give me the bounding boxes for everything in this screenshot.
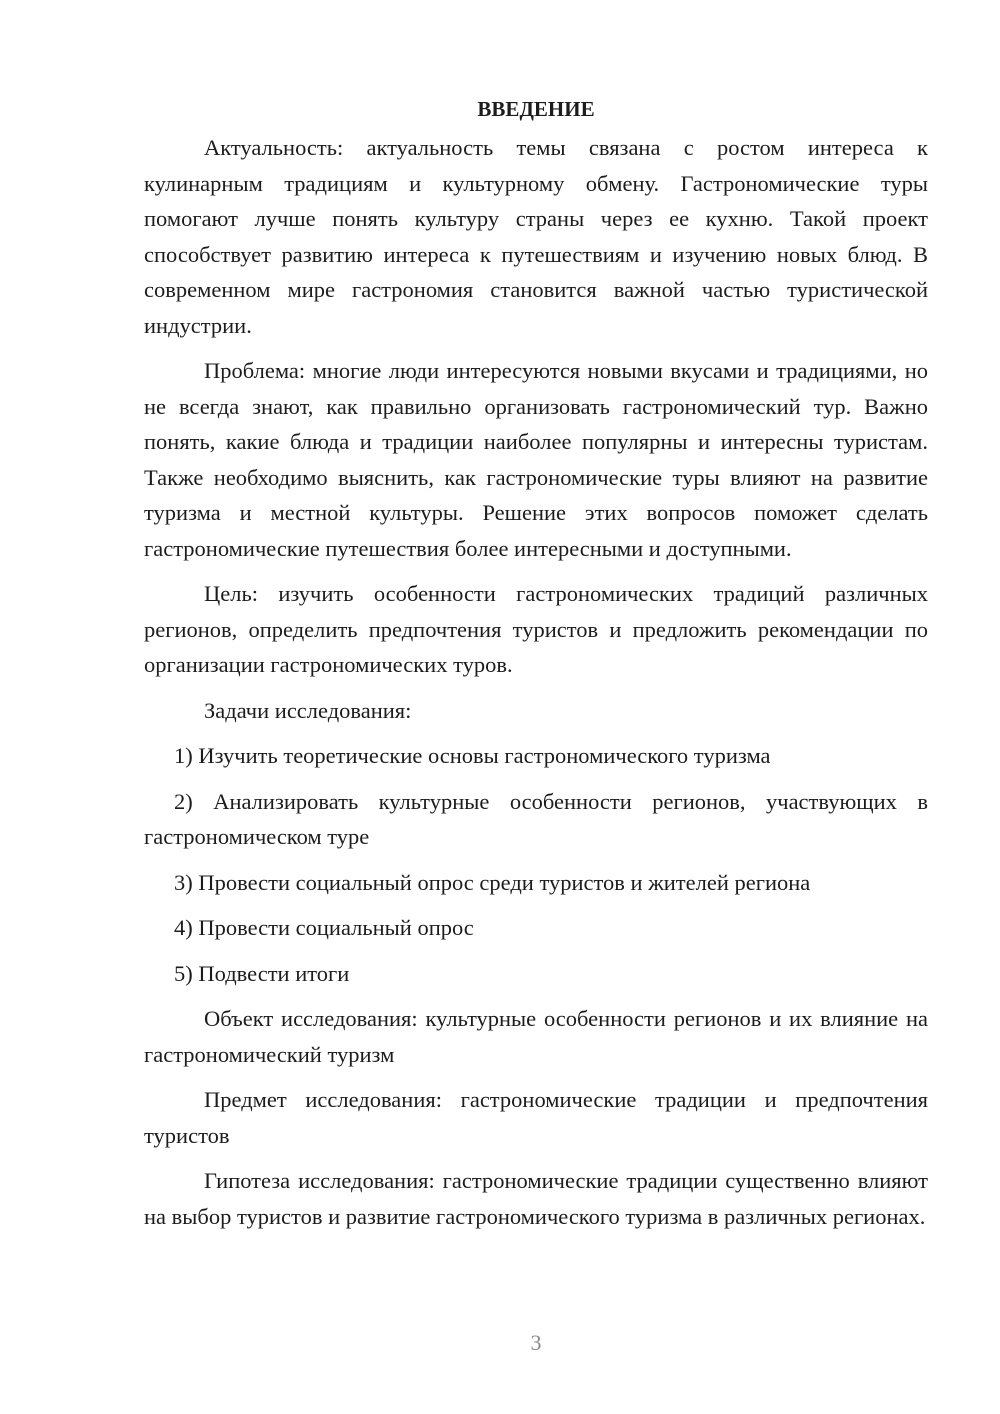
paragraph-relevance: Актуальность: актуальность темы связана с ростом интереса к кулинарным традициям и культурному обмену. Гастрономические туры помогают лучше понять культуру страны через ее кухню. Такой проект способствует развитию интереса к путешествиям и изучению новых блюд. В современном мире гастрономия становится важной частью туристической индустрии. [144, 135, 928, 338]
paragraph-problem: Проблема: многие люди интересуются новыми вкусами и традициями, но не всегда знают, как правильно организовать гастрономический тур. Важно понять, какие блюда и традиции наиболее популярны и интересны туристам. Также необходимо выяснить, как гастрономические туры влияют на развитие туризма и местной культуры. Решение этих вопросов поможет сделать гастрономические путешествия более интересными и доступными. [144, 358, 928, 561]
page-title: ВВЕДЕНИЕ [477, 97, 595, 121]
task-item-1: 1) Изучить теоретические основы гастрономического туризма [174, 743, 771, 768]
tasks-heading: Задачи исследования: [204, 697, 412, 723]
paragraph-object: Объект исследования: культурные особенности регионов и их влияние на гастрономический туризм [144, 1006, 928, 1067]
page-number: 3 [530, 1330, 542, 1355]
task-item-3: 3) Провести социальный опрос среди туристов и жителей региона [174, 869, 811, 895]
paragraph-subject: Предмет исследования: гастрономические традиции и предпочтения туристов [144, 1087, 928, 1148]
paragraph-hypothesis: Гипотеза исследования: гастрономические традиции существенно влияют на выбор туристов и развитие гастрономического туризма в различных регионах. [144, 1168, 928, 1229]
paragraph-goal: Цель: изучить особенности гастрономических традиций различных регионов, определить предпочтения туристов и предложить рекомендации по организации гастрономических туров. [144, 581, 928, 677]
task-item-5: 5) Подвести итоги [174, 960, 350, 986]
document-page [144, 92, 928, 1234]
task-item-4: 4) Провести социальный опрос [174, 915, 474, 940]
task-item-2: 2) Анализировать культурные особенности регионов, участвующих в гастрономическом туре [144, 788, 928, 849]
